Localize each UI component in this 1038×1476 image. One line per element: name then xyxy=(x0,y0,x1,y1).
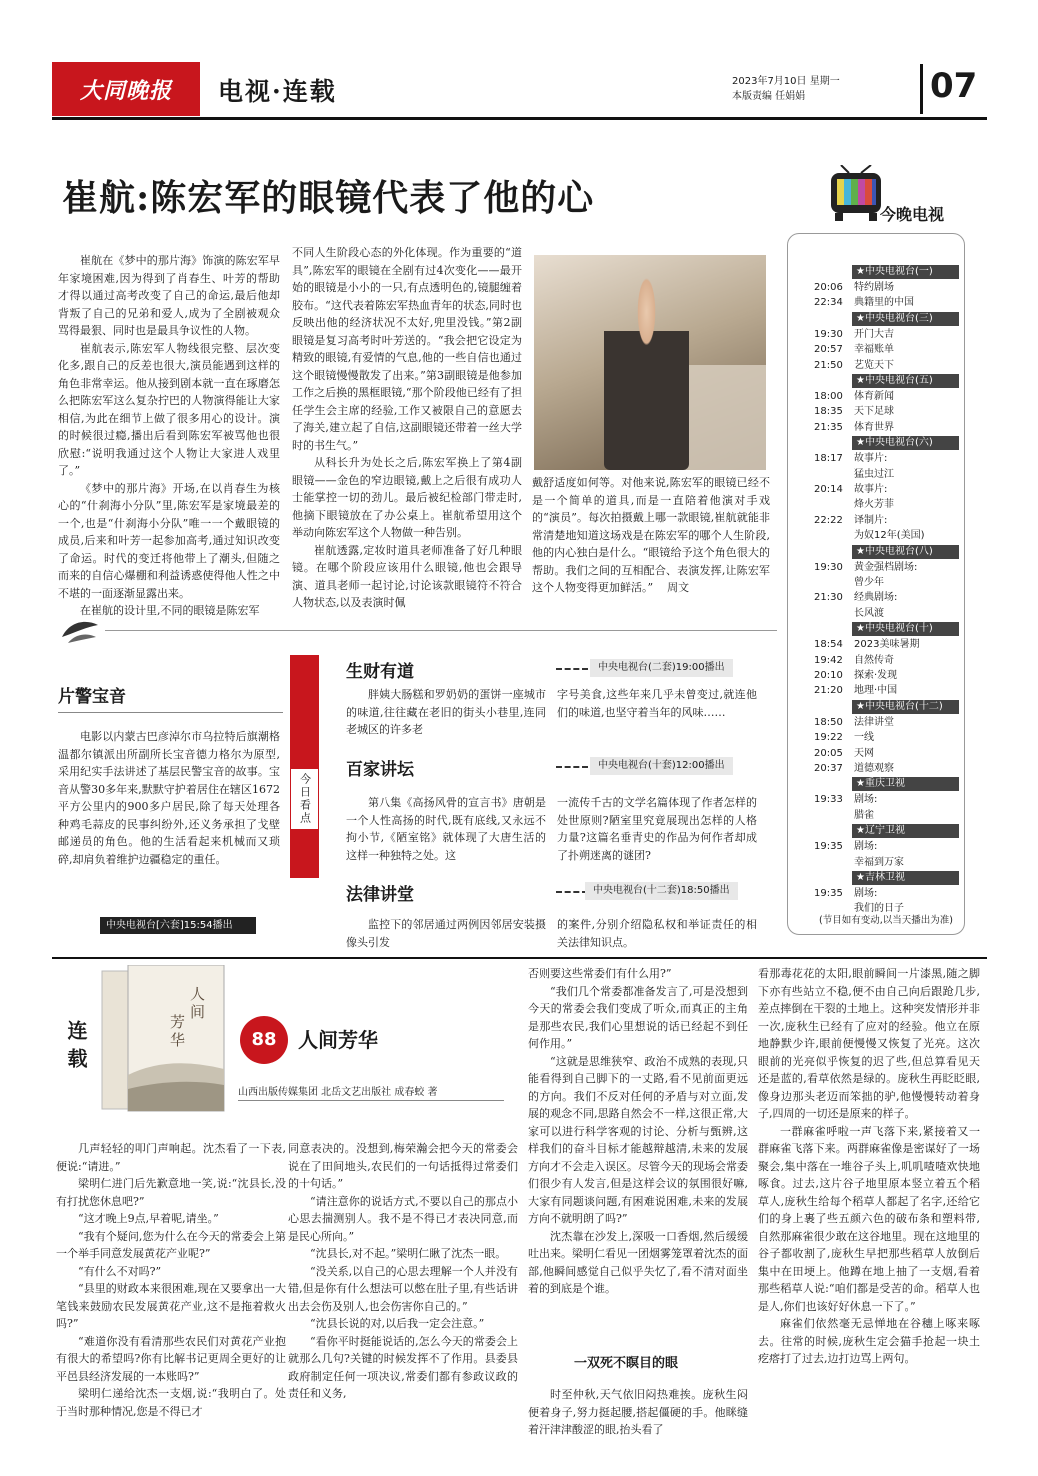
serial-paragraph: “这才晚上9点,早着呢,请坐。” xyxy=(78,1212,219,1225)
program-text-b xyxy=(557,794,757,866)
program-name: 体育新闻 xyxy=(854,391,894,402)
dash-rule xyxy=(556,668,588,670)
divider xyxy=(105,630,777,631)
channel-header: ★重庆卫视 xyxy=(852,777,959,791)
movie-airtime-tag: 中央电视台[六套]15:54播出 xyxy=(100,917,256,934)
serial-paragraph: 一群麻雀呼啦一声飞落下来,紧接着又一群麻雀飞落下来。两群麻雀像是密谋好了一场聚会,集中落在一堆谷子头上,叽叽喳喳欢快地啄食。过去,这片谷子地里原本竖立着五个稻草人,庞秋生给每个稻草人都起了名字,还给它们的身上裹了些五颜六色的破布条和塑料带,自然那麻雀很少敢在这谷地里。现在这地里的谷子都收割了,庞秋生早把那些稻草人放倒后集中在田埂上。他蹲在地上抽了一支烟,看着那些稻草人说:“咱们都是受苦的命。稻草人也是人,你们也该好好休息一下了。” xyxy=(758,1124,980,1313)
article-paragraph: 崔航表示,陈宏军人物线很完整、层次变化多,跟自己的反差也很大,演员能遇到这样的角色非常幸运。他从接到剧本就一直在琢磨怎么把陈宏军这么复杂拧巴的人物演得能让大家相信,为此在细节上做了很多用心的设计。演的时候很过瘾,播出后看到陈宏军被骂他也很欣慰:“说明我通过这个人物让大家进人戏里了。” xyxy=(58,341,280,477)
program-airtime-tag: 中央电视台(二套)19:00播出 xyxy=(590,659,733,677)
program-time: 21:20 xyxy=(814,685,843,697)
program-time: 21:30 xyxy=(814,592,843,604)
program-time: 20:10 xyxy=(814,670,843,681)
program-paragraph: 字号美食,这些年来几乎未曾变过,就连他们的味道,也坚守着当年的风味…… xyxy=(557,688,757,719)
article-paragraph xyxy=(532,474,770,597)
book-title-char: 人 xyxy=(190,985,206,1003)
program-row xyxy=(814,514,960,528)
article-paragraph: 从科长升为处长之后,陈宏军换上了第4副眼镜——金色的窄边眼镜,戴上之后很有成功人士能掌控一切的劲儿。最后被纪检部门带走时,他摘下眼镜放在了办公桌上。崔航希望用这个举动向陈宏军这个人物做一种告别。 xyxy=(292,456,522,539)
issue-date: 2023年7月10日 星期一 xyxy=(732,76,840,87)
program-name: 体育世界 xyxy=(854,421,894,433)
program-name: 地理·中国 xyxy=(854,685,898,697)
program-row xyxy=(814,405,960,419)
program-title: 百家讲坛 xyxy=(346,760,414,780)
serial-paragraph: 时至仲秋,天气依旧闷热难挨。庞秋生闷便着身子,努力挺起腰,搭起僵硬的手。他眯缝着汗津津酸涩的眼,抬头看了 xyxy=(528,1388,748,1436)
serial-paragraph: 同意表决的。没想到,梅荣瀚会把今天的常委会说在了田间地头,农民们的一句话抵得过常委们的十句话。” xyxy=(288,1142,518,1190)
program-name: 腊雀 xyxy=(854,809,874,821)
program-time: 18:00 xyxy=(814,391,843,402)
program-name: 道德观察 xyxy=(854,763,894,774)
program-name: 黄金强档剧场: xyxy=(854,561,918,573)
serial-paragraph: “没关系,以自己的心思去理解一个人并没有错,但是你有什么想法可以憋在肚子里,有些话讲出去会伤及别人,也会伤害你自己的。” xyxy=(288,1264,518,1313)
article-column-2 xyxy=(292,244,522,624)
program-row xyxy=(814,281,960,295)
photo-figure xyxy=(604,277,689,470)
program-time: 21:50 xyxy=(814,359,843,371)
program-name: 特约剧场 xyxy=(854,282,894,293)
program-row xyxy=(814,669,960,683)
program-row xyxy=(814,654,960,668)
program-title: 法律讲堂 xyxy=(346,885,414,905)
serial-paragraph: “请注意你的说话方式,不要以自己的那点小心思去揣测别人。我不是不得已才表决同意,而是民心所向。” xyxy=(288,1194,518,1243)
program-paragraph: 一流传千古的文学名篇体现了作者怎样的处世原则?陋室里究竟展现出怎样的人格力量?这篇名垂青史的作品为何作者却成了扑朔迷离的谜团? xyxy=(557,796,757,862)
program-time: 20:05 xyxy=(814,747,843,759)
program-name: 典籍里的中国 xyxy=(854,297,914,309)
program-row xyxy=(814,328,960,342)
program-text-a xyxy=(346,686,546,748)
publisher-line: 山西出版传媒集团 北岳文艺出版社 成春蛟 著 xyxy=(238,1087,438,1098)
serial-paragraph: “难道你没有看清那些农民们对黄花产业抱有很大的希望吗?你有比解书记更周全更好的让平邑县经济发展的一本账吗?” xyxy=(56,1334,286,1383)
actor-photo xyxy=(534,255,766,470)
program-paragraph: 第八集《高扬风骨的宣言书》唐朝是一个人性高扬的时代,既有底线,又永远不拘小节,《陋室铭》就体现了大唐生活的这样一种独特之处。这 xyxy=(346,796,546,862)
serial-label: 连载 xyxy=(64,1020,88,1076)
tonight-tv-label: 今晚电视 xyxy=(880,205,945,224)
program-time: 19:30 xyxy=(814,561,843,573)
program-row xyxy=(814,809,960,823)
book-cover xyxy=(98,965,226,1115)
article-paragraph: 崔航透露,定妆时道具老师准备了好几种眼镜。在哪个阶段应该用什么眼镜,他也会跟导演、道具老师一起讨论,讨论该款眼镜符不符合人物状态,以及表演时佩 xyxy=(292,543,522,609)
television-icon xyxy=(827,165,885,225)
article-paragraph: 《梦中的那片海》开场,在以肖春生为核心的“什刹海小分队”里,陈宏军是家境最差的一个,也是“什刹海小分队”唯一一个戴眼镜的成员,后来和叶芳一起参加高考,通过知识改变了命运。时代的变迁将他带上了潮头,但随之而来的自信心爆棚和利益诱惑使得他人性之中不堪的一面逐渐显露出来。 xyxy=(58,481,280,600)
article-column-3 xyxy=(532,474,770,626)
program-time: 19:22 xyxy=(814,732,843,744)
program-paragraph: 监控下的邻居通过两例因邻居安装摄像头引发 xyxy=(346,918,546,949)
program-airtime-tag: 中央电视台(十二套)18:50播出 xyxy=(585,882,738,900)
serial-paragraph: “县里的财政本来很困难,现在又要拿出一大笔钱来鼓励农民发展黄花产业,这不是拖着救火吗?” xyxy=(56,1282,286,1330)
article-paragraph: 崔航在《梦中的那片海》饰演的陈宏军早年家境困难,因为得到了肖春生、叶芳的帮助才得以通过高考改变了自己的命运,最后他却背叛了自己的兄弟和爱人,成为了全剧被观众骂得最狠、同时也是最具争议性的人物。 xyxy=(58,254,280,337)
program-row xyxy=(814,591,960,605)
program-row xyxy=(814,887,960,901)
program-row xyxy=(814,684,960,698)
page-number: 07 xyxy=(930,66,978,106)
header-info xyxy=(732,74,840,104)
program-row xyxy=(814,343,960,357)
program-time: 20:06 xyxy=(814,282,843,293)
program-time: 19:35 xyxy=(814,888,843,899)
program-name: 曾少年 xyxy=(854,577,884,588)
program-row xyxy=(814,856,960,870)
program-row xyxy=(814,762,960,776)
program-row xyxy=(814,747,960,761)
editor-credit: 本版责编 任娟娟 xyxy=(732,91,806,102)
program-time: 20:57 xyxy=(814,344,843,356)
program-row xyxy=(814,468,960,482)
program-name: 剧场: xyxy=(854,841,878,853)
serial-column-1 xyxy=(56,1140,286,1458)
picks-tab-bar xyxy=(290,655,319,878)
article-text: 戴舒适度如何等。对他来说,陈宏军的眼镜已经不是一个简单的道具,而是一直陪着他演对手戏的“演员”。每次拍摄戴上哪一款眼镜,崔航就能非常清楚地知道这场戏是在陈宏军的哪个人生阶段,他的内心独白是什么。“眼镜给予这个角色很大的帮助。我们之间的互相配合、表演发挥,让陈宏军这个人物变得更加鲜活。” xyxy=(532,476,770,594)
channel-header: ★中央电视台(一) xyxy=(852,265,959,279)
episode-number: 88 xyxy=(240,1016,288,1064)
channel-header: ★吉林卫视 xyxy=(852,871,959,885)
program-row xyxy=(814,359,960,373)
article-paragraph: 在崔航的设计里,不同的眼镜是陈宏军 xyxy=(80,604,260,617)
program-time: 20:14 xyxy=(814,484,843,495)
movie-summary xyxy=(58,728,280,910)
program-time: 19:30 xyxy=(814,328,843,340)
program-row xyxy=(814,452,960,466)
serial-paragraph: “我有个疑问,您为什么在今天的常委会上第一个举手同意发展黄花产业呢?” xyxy=(56,1229,286,1260)
picks-tab-label: 今日看点 xyxy=(290,768,319,830)
serial-column-3b xyxy=(528,1386,748,1458)
channel-header: ★中央电视台(十二) xyxy=(852,700,959,714)
program-name: 我们的日子 xyxy=(854,903,904,915)
leaf-ornament-icon xyxy=(60,617,100,647)
newspaper-logo: 大同晚报 xyxy=(52,62,200,116)
serial-paragraph: “沈县长说的对,以后我一定会注意。” xyxy=(310,1317,485,1330)
program-name: 经典剧场: xyxy=(854,592,898,604)
program-row xyxy=(814,638,960,652)
program-row xyxy=(814,576,960,590)
program-name: 译制片: xyxy=(854,514,888,526)
program-name: 2023美味暑期 xyxy=(854,639,920,651)
byline: 周文 xyxy=(667,581,690,594)
program-text-a xyxy=(346,794,546,866)
article-paragraph: 不同人生阶段心态的外化体现。作为重要的“道具”,陈宏军的眼镜在全剧有过4次变化——最开始的眼镜是小小的一只,有点透明色的,镜腿缠着胶布。“这代表着陈宏军热血青年的状态,同时也反映出他的经济状况不太好,兜里没钱。”第2副眼镜是复习高考时叶芳送的。“我会把它设定为精致的眼镜,有爱情的气息,他的一些自信也通过这个眼镜慢慢散发了出来。”第3副眼镜是他参加工作之后换的黑框眼镜,“那个阶段他已经有了担任学生会主席的经验,工作又被限自己的意愿去了海关,建立起了自信,这副眼镜还带着一丝大学时的书生气。” xyxy=(292,246,522,452)
program-paragraph: 的案件,分别介绍隐私权和举证责任的相关法律知识点。 xyxy=(557,918,757,949)
program-time: 22:22 xyxy=(814,514,843,526)
program-time: 18:17 xyxy=(814,453,843,465)
program-row xyxy=(814,793,960,807)
program-time: 20:37 xyxy=(814,763,843,774)
channel-header: ★中央电视台(五) xyxy=(852,374,959,388)
program-airtime-tag: 中央电视台(十套)12:00播出 xyxy=(590,757,733,775)
program-time: 18:35 xyxy=(814,406,843,418)
program-row xyxy=(814,607,960,621)
program-title: 生财有道 xyxy=(346,662,414,682)
channel-header: ★中央电视台(十) xyxy=(852,622,959,636)
program-row xyxy=(814,716,960,730)
article-column-1 xyxy=(58,252,280,624)
movie-text: 电影以内蒙古巴彦淖尔市乌拉特后旗潮格温都尔镇派出所副所长宝音德力格尔为原型,采用纪实手法讲述了基层民警宝音的故事。宝音从警30多年来,默默守护着居住在辖区1672平方公里内的900多户居民,除了每天处理各种鸡毛蒜皮的民事纠纷外,还义务承担了戈壁邮递员的角色。他的生活看起来机械而又琐碎,却肩负着维护边疆稳定的重任。 xyxy=(58,730,280,866)
serial-subheading: 一双死不瞑目的眼 xyxy=(574,1356,679,1371)
movie-title-rule xyxy=(58,712,283,713)
channel-header: ★中央电视台(六) xyxy=(852,436,959,450)
serial-paragraph: “这就是思维狭窄、政治不成熟的表现,只能看得到自己脚下的一丈路,看不见前面更远的方向。我们不反对任何的矛盾与对立面,发展的观念不同,思路自然会不一样,这很正常,大家可以进行科学客观的讨论、分析与甄辨,这样我们的奋斗目标才能越辩越清,未来的发展方向才不会走入误区。尽管今天的现场会常委们很少有人发言,但是这样会议的氛围很好嘛,大家有同题谈问题,有困难说困难,未来的发展方向不就明朗了吗?” xyxy=(528,1054,748,1225)
serial-paragraph: 梁明仁进门后先歉意地一笑,说:“沈县长,没有打扰您休息吧?” xyxy=(56,1177,286,1208)
program-row xyxy=(814,529,960,543)
serial-column-4 xyxy=(758,965,980,1458)
program-name: 为奴12年(美国) xyxy=(854,530,925,542)
program-row xyxy=(814,731,960,745)
serial-paragraph: “有什么不对吗?” xyxy=(78,1264,162,1278)
program-row xyxy=(814,561,960,575)
program-name: 剧场: xyxy=(854,794,878,806)
program-name: 开门大吉 xyxy=(854,328,894,340)
channel-header: ★中央电视台(八) xyxy=(852,545,959,559)
program-time: 18:54 xyxy=(814,639,843,651)
program-text-b xyxy=(557,916,757,954)
program-row xyxy=(814,840,960,854)
program-name: 一线 xyxy=(854,732,874,744)
program-row xyxy=(814,498,960,512)
program-time: 19:33 xyxy=(814,794,843,806)
section-title: 电视·连载 xyxy=(218,77,337,106)
book-title-char: 间 xyxy=(190,1003,206,1021)
serial-column-3 xyxy=(528,965,748,1343)
serial-paragraph: “沈县长,对不起。”梁明仁瞅了沈杰一眼。 xyxy=(310,1247,507,1260)
program-name: 长风渡 xyxy=(854,607,884,619)
program-name: 天下足球 xyxy=(854,406,894,418)
program-name: 探索·发现 xyxy=(854,670,898,681)
program-name: 天网 xyxy=(854,747,874,759)
program-row xyxy=(814,421,960,435)
program-text-b xyxy=(557,686,757,748)
serial-title: 人间芳华 xyxy=(298,1028,378,1052)
dash-rule xyxy=(556,891,588,893)
listing-note: (节目如有变动,以当天播出为准) xyxy=(819,915,953,926)
program-row xyxy=(814,296,960,310)
program-name: 法律讲堂 xyxy=(854,716,894,728)
serial-paragraph: “我们几个常委都准备发言了,可是没想到今天的常委会我们变成了听众,而真正的主角是那些农民,我们心里想说的话已经起不到任何作用。” xyxy=(528,984,748,1050)
serial-paragraph: 麻雀们依然毫无忌惮地在谷穗上啄来啄去。往常的时候,庞秋生定会猫手抢起一块土疙瘩打了过去,边打边骂上两句。 xyxy=(758,1317,980,1365)
program-name: 猛虫过江 xyxy=(854,468,894,480)
program-name: 幸福账单 xyxy=(854,344,894,356)
serial-paragraph: 看那毒花花的太阳,眼前瞬间一片漆黑,随之脚下亦有些站立不稳,便不由自己向后跟跄几步,差点摔倒在干裂的土地上。这种突发情形并非一次,庞秋生已经有了应对的经验。他立在原地静默少许,眼前便慢慢又恢复了光亮。这次眼前的光亮似乎恢复的迟了些,但总算看见天还是蓝的,看草依然是绿的。庞秋生再眨眨眼,像身边那头老迈而笨拙的驴,他慢慢转动着身子,四周的一切还是原来的样子。 xyxy=(758,967,980,1120)
program-name: 自然传奇 xyxy=(854,654,894,666)
program-row xyxy=(814,390,960,404)
channel-header: ★辽宁卫视 xyxy=(852,824,959,838)
program-row xyxy=(814,483,960,497)
dash-rule xyxy=(556,766,588,768)
book-title-char: 华 xyxy=(170,1031,186,1049)
program-paragraph: 胖姨大肠糕和罗奶奶的蛋饼一座城市的味道,往往藏在老旧的街头小巷里,连同老城区的许多老 xyxy=(346,688,546,736)
serial-paragraph: 沈杰靠在沙发上,深吸一口香烟,然后缓缓吐出来。梁明仁看见一团烟雾笼罩着沈杰的面部,他瞬间感觉自己似乎失忆了,看不清对面坐着的到底是个谁。 xyxy=(528,1229,748,1295)
program-time: 19:35 xyxy=(814,841,843,853)
movie-title: 片警宝音 xyxy=(58,687,126,707)
page-separator xyxy=(920,64,923,114)
program-name: 幸福到万家 xyxy=(854,856,904,868)
program-name: 艺览天下 xyxy=(854,359,894,371)
program-name: 烽火芳菲 xyxy=(854,499,894,511)
program-time: 18:50 xyxy=(814,716,843,728)
channel-header: ★中央电视台(三) xyxy=(852,312,959,326)
program-time: 19:42 xyxy=(814,654,843,666)
publisher-rule xyxy=(238,1100,504,1101)
serial-column-2 xyxy=(288,1140,518,1458)
serial-paragraph: 否则要这些常委们有什么用?” xyxy=(528,967,672,980)
program-name: 剧场: xyxy=(854,888,878,899)
serial-paragraph: 梁明仁递给沈杰一支烟,说:“我明白了。处于当时那种情况,您是不得已才 xyxy=(56,1387,286,1418)
serial-paragraph: “看你平时挺能说话的,怎么今天的常委会上就那么几句?关键的时候发挥不了作用。县委县政府制定任何一项决议,常委们都有参政议政的责任和义务, xyxy=(288,1334,518,1400)
program-name: 故事片: xyxy=(854,453,888,465)
serial-paragraph: 几声轻轻的叩门声响起。沈杰看了一下表,便说:“请进。” xyxy=(56,1142,286,1173)
program-time: 21:35 xyxy=(814,421,843,433)
program-text-a xyxy=(346,916,546,954)
serial-rule xyxy=(52,957,987,959)
header-rule xyxy=(52,117,987,120)
book-title-char: 芳 xyxy=(170,1013,186,1031)
headline: 崔航:陈宏军的眼镜代表了他的心 xyxy=(62,177,595,219)
program-name: 故事片: xyxy=(854,484,888,495)
program-time: 22:34 xyxy=(814,297,843,309)
